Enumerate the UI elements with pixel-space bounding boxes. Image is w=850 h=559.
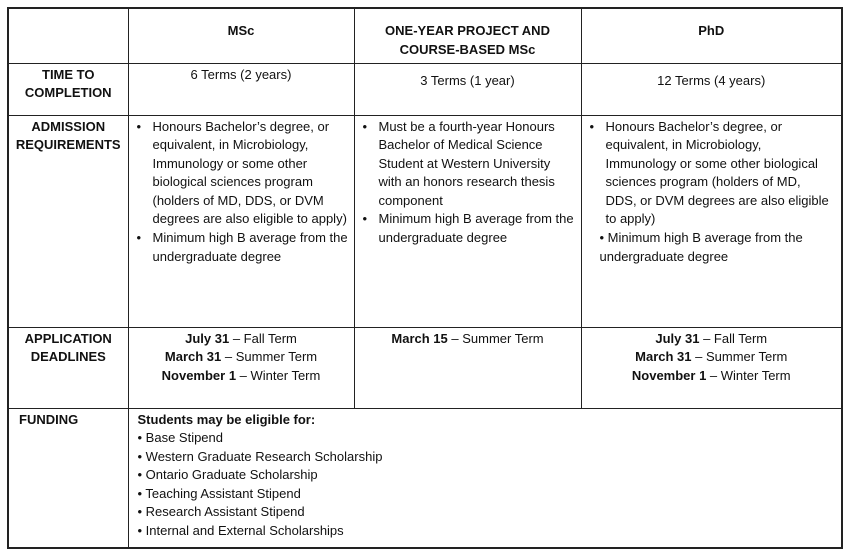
admission-phd-item: • Minimum high B average from the undergraduate degree <box>599 230 803 264</box>
admission-row <box>8 115 842 327</box>
deadline-term: – Summer Term <box>447 330 544 346</box>
time-phd: 12 Terms (4 years) <box>581 63 842 115</box>
funding-content <box>128 408 842 548</box>
admission-msc-item: • Honours Bachelor’s degree, or equivalent, in Microbiology, Immunology or some other biological sciences program (holders of MD, DDS, or DVM degrees are also eligible to apply) <box>153 118 350 230</box>
deadline-date: November 1 <box>161 367 237 383</box>
deadline-entry <box>582 367 842 386</box>
admission-phd-item: • Honours Bachelor’s degree, or equivalent, in Microbiology, Immunology or some other biological sciences program (holders of MD, DDS, or DVM degrees are also eligible to apply) <box>606 118 834 230</box>
funding-item: • Research Assistant Stipend <box>137 504 305 520</box>
header-msc: MSc <box>128 8 354 63</box>
deadline-term: – Summer Term <box>691 349 788 365</box>
deadline-date: November 1 <box>631 367 707 383</box>
admission-one-year-item: • Must be a fourth-year Honours Bachelor of Medical Science Student at Western University with an honors research thesis component <box>379 118 577 211</box>
deadline-date: July 31 <box>655 330 700 346</box>
deadline-date: March 15 <box>391 330 448 346</box>
time-row <box>8 63 842 115</box>
admission-phd <box>581 115 842 327</box>
deadlines-one-year <box>354 327 581 408</box>
funding-item: • Western Graduate Research Scholarship <box>137 448 383 464</box>
time-label: TIME TO COMPLETION <box>8 63 128 115</box>
funding-item: • Base Stipend <box>137 430 223 446</box>
deadline-entry <box>582 330 842 349</box>
deadline-term: – Winter Term <box>236 367 321 383</box>
degree-comparison-table <box>7 7 843 549</box>
deadline-term: – Summer Term <box>221 349 318 365</box>
funding-item: • Ontario Graduate Scholarship <box>137 467 318 483</box>
deadline-entry <box>129 348 354 367</box>
deadline-entry <box>129 367 354 386</box>
admission-msc-item: • Minimum high B average from the undergraduate degree <box>153 229 350 266</box>
header-row <box>8 8 842 63</box>
deadline-date: March 31 <box>164 349 222 365</box>
header-phd: PhD <box>581 8 842 63</box>
deadline-entry <box>355 330 581 349</box>
deadline-term: – Fall Term <box>699 330 768 346</box>
deadline-term: – Winter Term <box>706 367 791 383</box>
funding-item: • Teaching Assistant Stipend <box>137 485 301 501</box>
header-blank <box>8 8 128 63</box>
funding-label: FUNDING <box>8 408 128 548</box>
admission-one-year-item: • Minimum high B average from the undergraduate degree <box>379 210 577 247</box>
time-msc: 6 Terms (2 years) <box>128 63 354 115</box>
deadline-date: July 31 <box>185 330 230 346</box>
funding-intro: Students may be eligible for: <box>137 411 316 427</box>
deadline-term: – Fall Term <box>229 330 297 346</box>
admission-one-year <box>354 115 581 327</box>
deadline-date: March 31 <box>635 349 692 365</box>
deadlines-phd <box>581 327 842 408</box>
deadlines-row <box>8 327 842 408</box>
admission-msc <box>128 115 354 327</box>
funding-row <box>8 408 842 548</box>
deadlines-label: APPLICATION DEADLINES <box>8 327 128 408</box>
deadline-entry <box>582 348 842 367</box>
admission-label: ADMISSION REQUIREMENTS <box>8 115 128 327</box>
time-one-year: 3 Terms (1 year) <box>354 63 581 115</box>
funding-item: • Internal and External Scholarships <box>137 523 344 539</box>
deadlines-msc <box>128 327 354 408</box>
header-one-year: ONE-YEAR PROJECT AND COURSE-BASED MSc <box>354 8 581 63</box>
deadline-entry <box>129 330 354 349</box>
